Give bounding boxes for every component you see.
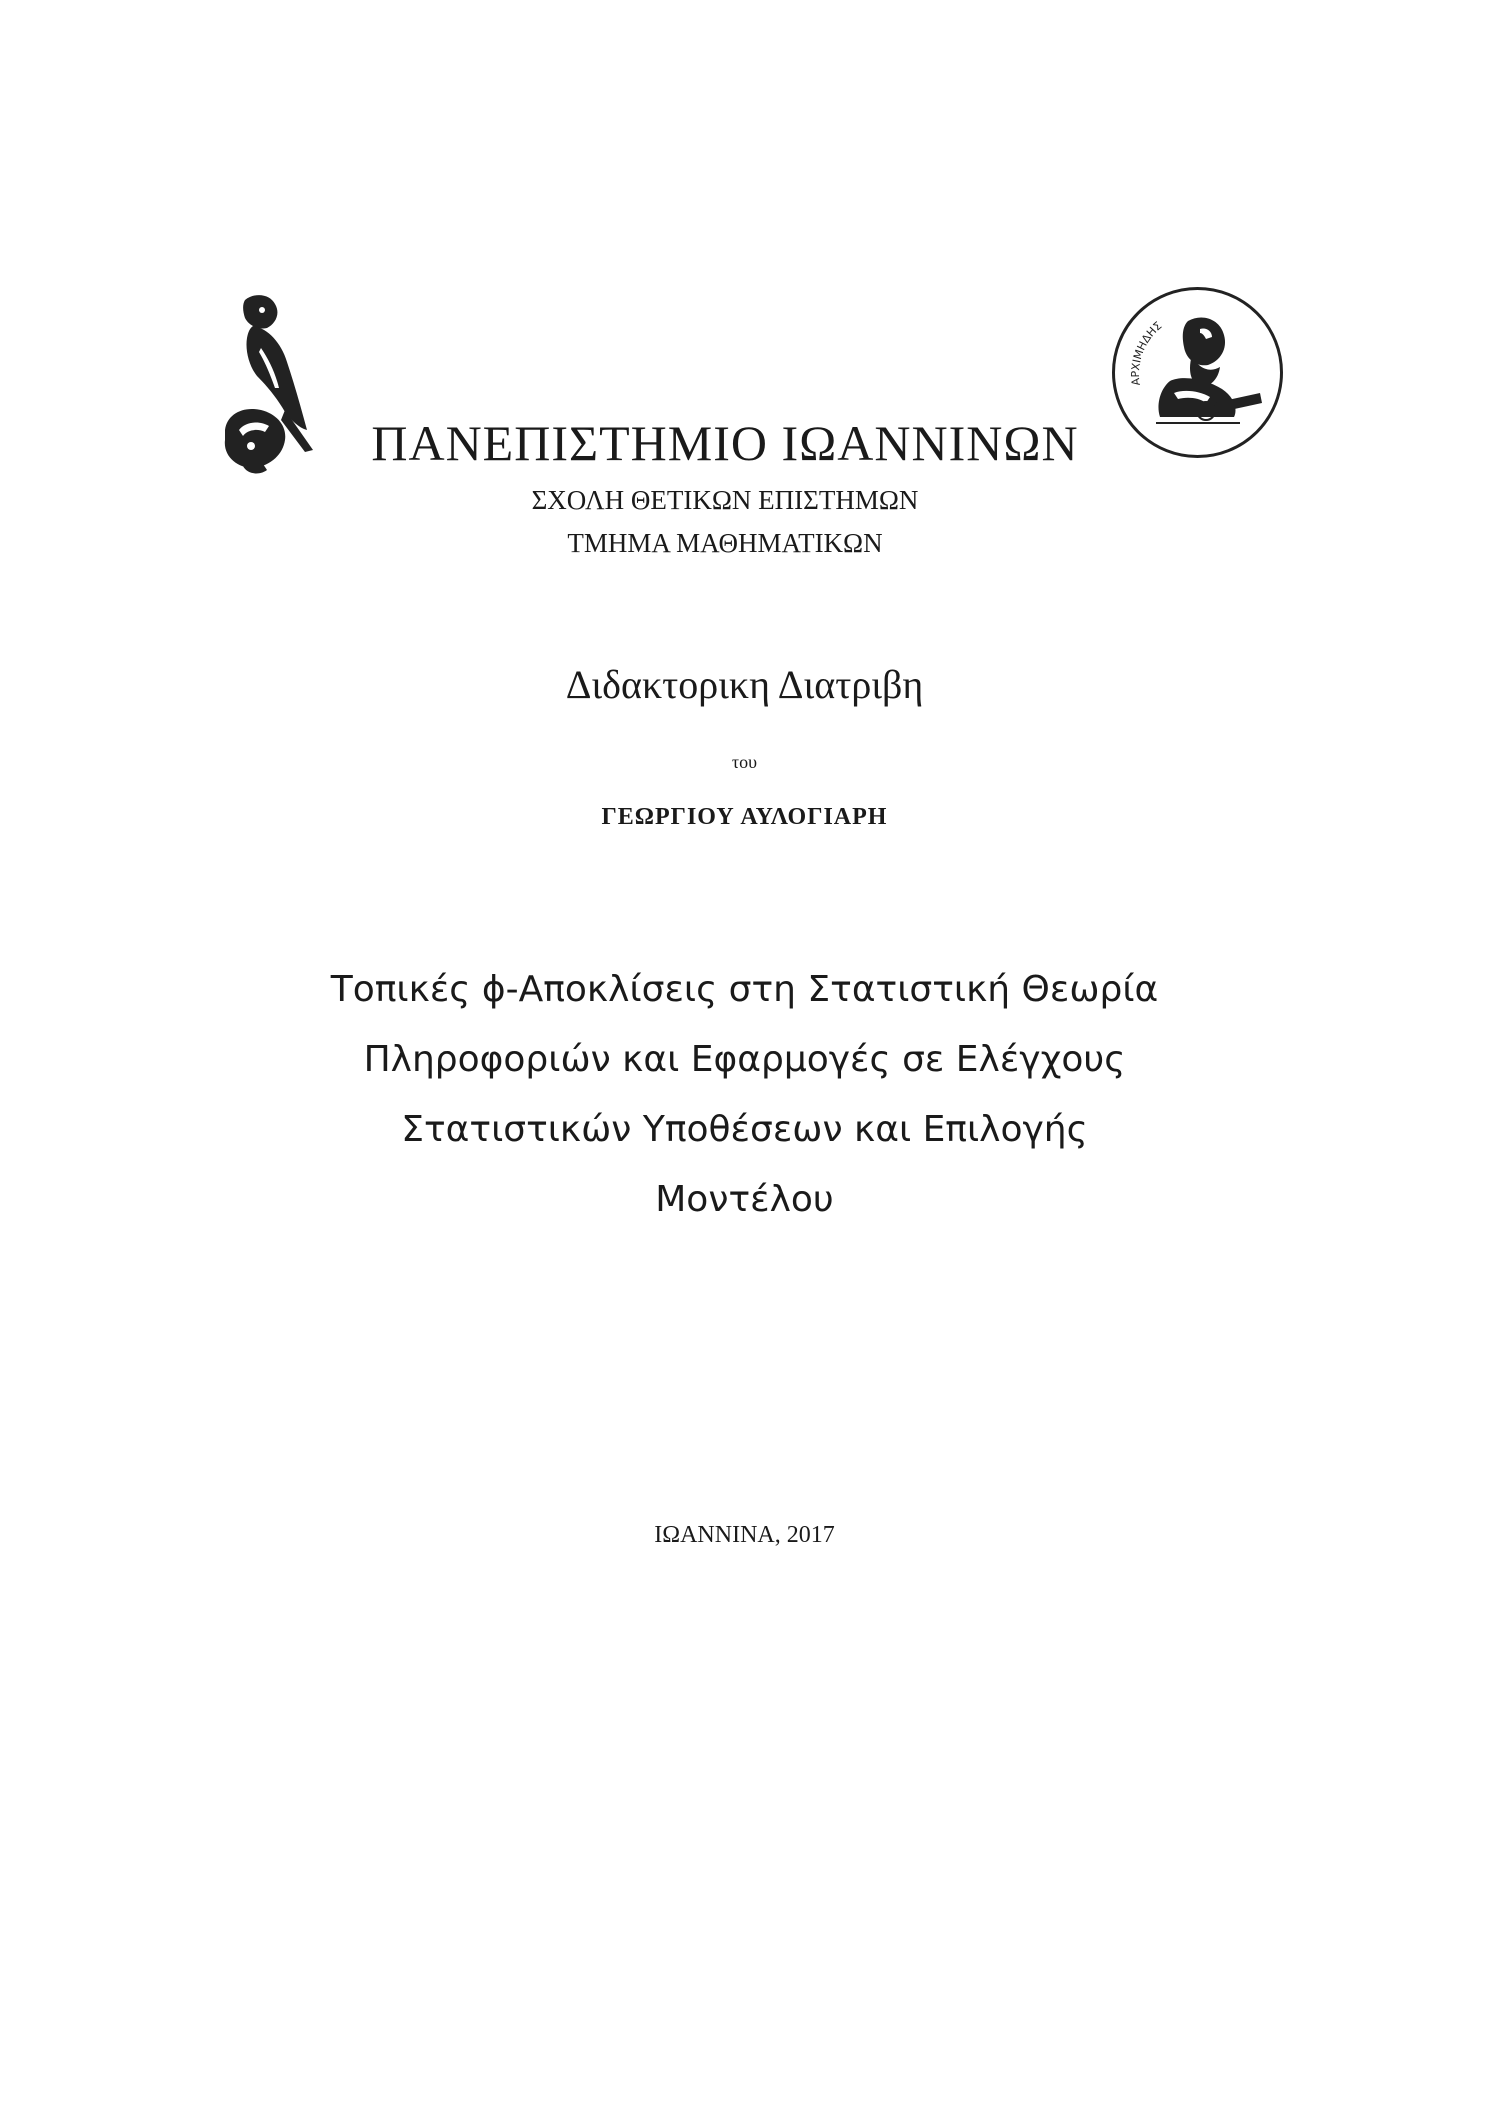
- owl-emblem-icon: [215, 290, 325, 480]
- thesis-title-line: Τοπικές ϕ-Αποκλίσεις στη Στατιστική Θεωρία: [330, 969, 1159, 1010]
- thesis-title-line: Στατιστικών Υποθέσεων και Επιλογής: [401, 1109, 1088, 1150]
- school-name: ΣΧΟΛΗ ΘΕΤΙΚΩΝ ΕΠΙΣΤΗΜΩΝ: [531, 485, 919, 515]
- seal-text: ΑΡΧΙΜΗΔΗΣ: [1129, 319, 1165, 387]
- document-type: Διδακτορικη Διατριβη: [565, 662, 924, 707]
- archimedes-seal-icon: [1110, 285, 1285, 460]
- university-name: ΠΑΝΕΠΙΣΤΗΜΙΟ ΙΩΑΝΝΙΝΩΝ: [371, 415, 1079, 471]
- thesis-title-line: Πληροφοριών και Εφαρμογές σε Ελέγχους: [363, 1039, 1126, 1080]
- thesis-title-line: Μοντέλου: [655, 1179, 834, 1220]
- thesis-title: [180, 955, 1309, 1235]
- department-name: ΤΜΗΜΑ ΜΑΘΗΜΑΤΙΚΩΝ: [567, 528, 883, 558]
- author-name: ΓΕΩΡΓΙΟΥ ΑΥΛΟΓΙΑΡΗ: [601, 804, 888, 830]
- place-year: ΙΩΑΝΝΙΝΑ, 2017: [654, 1522, 835, 1548]
- svg-text:ΑΡΧΙΜΗΔΗΣ: [1129, 319, 1164, 386]
- by-label: του: [731, 752, 758, 772]
